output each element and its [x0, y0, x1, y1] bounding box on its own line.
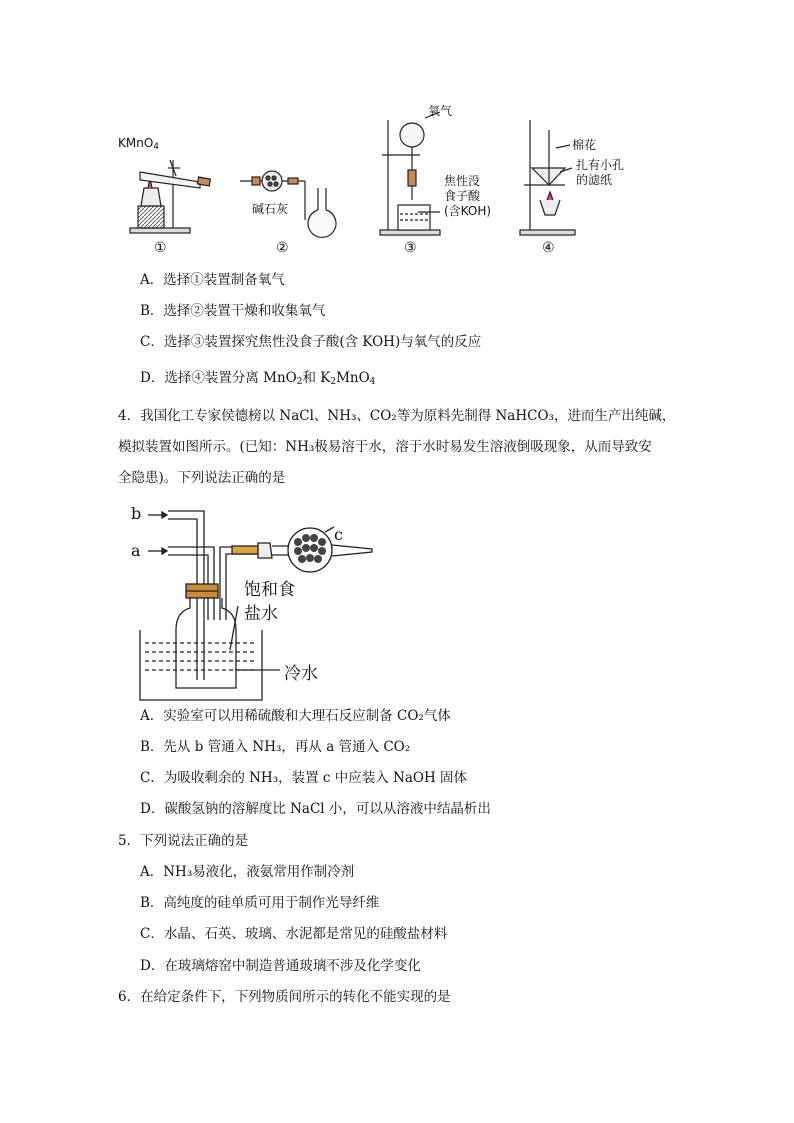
q3-option-d: D．选择④装置分离 MnO$_2$和 $K_2MnO_4$: [140, 370, 376, 387]
q6-stem: 6．在给定条件下，下列物质间所示的转化不能实现的是: [118, 989, 451, 1005]
inlet-a-label: a: [131, 541, 141, 560]
q5-option-b: B．高纯度的硅单质可用于制作光导纤维: [140, 895, 380, 911]
filter-paper-label: 扎有小孔 的滤纸: [576, 158, 625, 187]
q4-option-b: B．先从 b 管通入 NH₃，再从 a 管通入 CO₂: [140, 739, 411, 755]
q4-option-a: A．实验室可以用稀硫酸和大理石反应制备 CO₂气体: [140, 708, 451, 724]
apparatus-number-4: ④: [542, 240, 555, 256]
q4-option-d: D．碳酸氢钠的溶解度比 NaCl 小，可以从溶液中结晶析出: [140, 801, 491, 817]
q4-option-c: C．为吸收剩余的 NH₃，装置 c 中应装入 NaOH 固体: [140, 770, 468, 786]
pyrogallol-label: 焦性没 食子酸 (含KOH): [444, 174, 492, 218]
q4-stem-line-1: 4．我国化工专家侯德榜以 NaCl、NH₃、CO₂等为原料先制得 NaHCO₃，进而生产出纯碱，: [118, 408, 676, 424]
drying-tube-c-label: c: [334, 525, 343, 544]
q4-stem-line-2: 模拟装置如图所示。(已知：NH₃极易溶于水，溶于水时易发生溶液倒吸现象，从而导致安: [118, 439, 652, 455]
q5-stem: 5．下列说法正确的是: [118, 833, 249, 849]
oxygen-label: 氧气: [428, 104, 453, 118]
q3-option-c: C．选择③装置探究焦性没食子酸(含 KOH)与氧气的反应: [140, 334, 482, 350]
soda-lime-label: 碱石灰: [252, 202, 289, 216]
inlet-b-label: b: [131, 504, 142, 523]
cold-water-label: 冷水: [284, 664, 318, 684]
q5-option-a: A．NH₃易液化，液氨常用作制冷剂: [140, 864, 355, 880]
saturated-brine-label: 饱和食 盐水: [244, 580, 295, 624]
q3-option-a: A．选择①装置制备氧气: [140, 272, 285, 288]
q5-option-c: C．水晶、石英、玻璃、水泥都是常见的硅酸盐材料: [140, 926, 448, 942]
apparatus-number-3: ③: [404, 240, 417, 256]
q4-stem-line-3: 全隐患)。下列说法正确的是: [118, 470, 286, 486]
apparatus-number-2: ②: [276, 240, 289, 256]
kmno4-label: KMnO$_4$: [118, 136, 160, 152]
q5-option-d: D．在玻璃熔窑中制造普通玻璃不涉及化学变化: [140, 958, 421, 974]
cotton-label: 棉花: [572, 138, 597, 152]
apparatus-number-1: ①: [154, 240, 167, 256]
q3-option-b: B．选择②装置干燥和收集氧气: [140, 303, 326, 319]
